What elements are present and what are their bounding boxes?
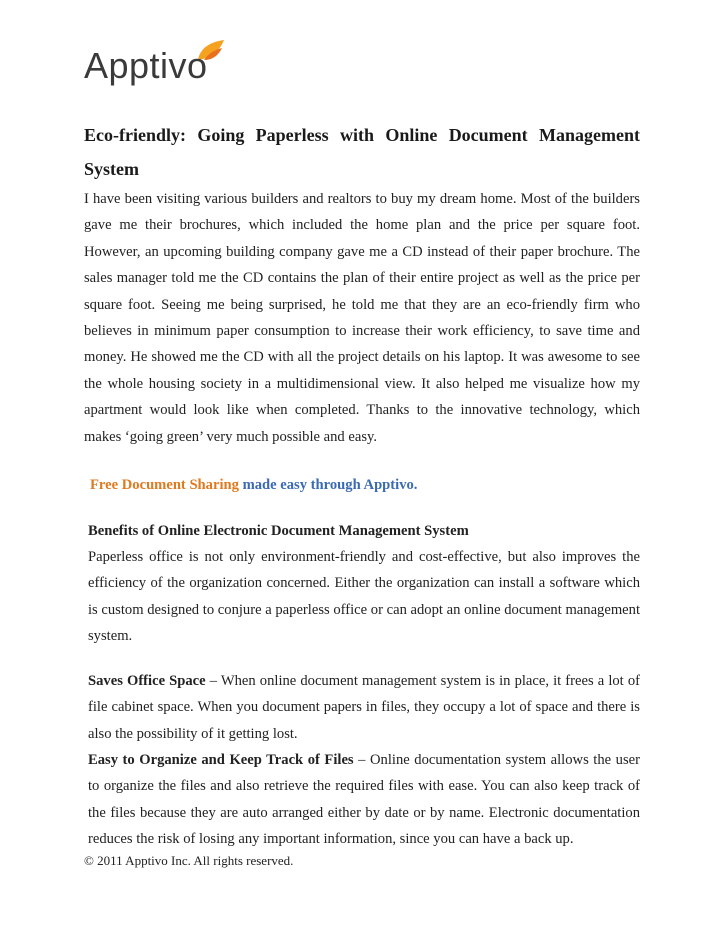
benefits-section xyxy=(88,518,640,852)
copyright-footer: © 2011 Apptivo Inc. All rights reserved. xyxy=(84,853,294,868)
intro-paragraph: I have been visiting various builders and realtors to buy my dream home. Most of the builders gave me their brochures, which included the home plan and the price per square foot. However, an upcoming building company gave me a CD instead of their paper brochure. The sales manager told me the CD contains the plan of their entire project as well as the price per square foot. Seeing me being surprised, he told me that they are an eco-friendly firm who believes in minimum paper consumption to increase their work efficiency, to save time and money. He showed me the CD with all the project details on his laptop. It was awesome to see the whole housing society in a multidimensional view. It also helped me visualize how my apartment would look like when completed. Thanks to the innovative technology, which makes ‘going green’ very much possible and easy. xyxy=(84,191,640,445)
apptivo-logo xyxy=(84,36,234,92)
promo-free: Free xyxy=(90,477,119,494)
document-body xyxy=(84,118,640,853)
benefits-paragraph: Paperless office is not only environment-friendly and cost-effective, but also improves the efficiency of the organization concerned. Either the organization can install a software which is custom designed to conjure a paperless office or can adopt an online document management system. xyxy=(88,549,640,645)
point-text: – When online document management system is in place, it frees a lot of file cabinet space. When you document papers in files, they occupy a lot of space and there is also the possibility of it getting lost. xyxy=(88,672,640,742)
point-text: – Online documentation system allows the user to organize the files and also retrieve the required files with ease. You can also keep track of the files because they are auto arranged either by date or by name. Electronic documentation reduces the risk of losing any important information, since you can have a back up. xyxy=(88,751,640,848)
promo-rest[interactable]: made easy through Apptivo. xyxy=(242,477,418,494)
promo-line xyxy=(90,472,640,498)
page-title: Eco-friendly: Going Paperless with Online Document Management System xyxy=(84,125,640,179)
logo-wordmark: Apptivo xyxy=(84,45,208,86)
point-easy-organize xyxy=(88,747,640,853)
point-saves-office-space xyxy=(88,668,640,747)
benefits-heading: Benefits of Online Electronic Document Management System xyxy=(88,523,469,540)
point-label: Easy to Organize and Keep Track of Files xyxy=(88,751,354,768)
document-sharing-link[interactable]: Document Sharing xyxy=(121,477,239,494)
point-label: Saves Office Space xyxy=(88,672,206,689)
